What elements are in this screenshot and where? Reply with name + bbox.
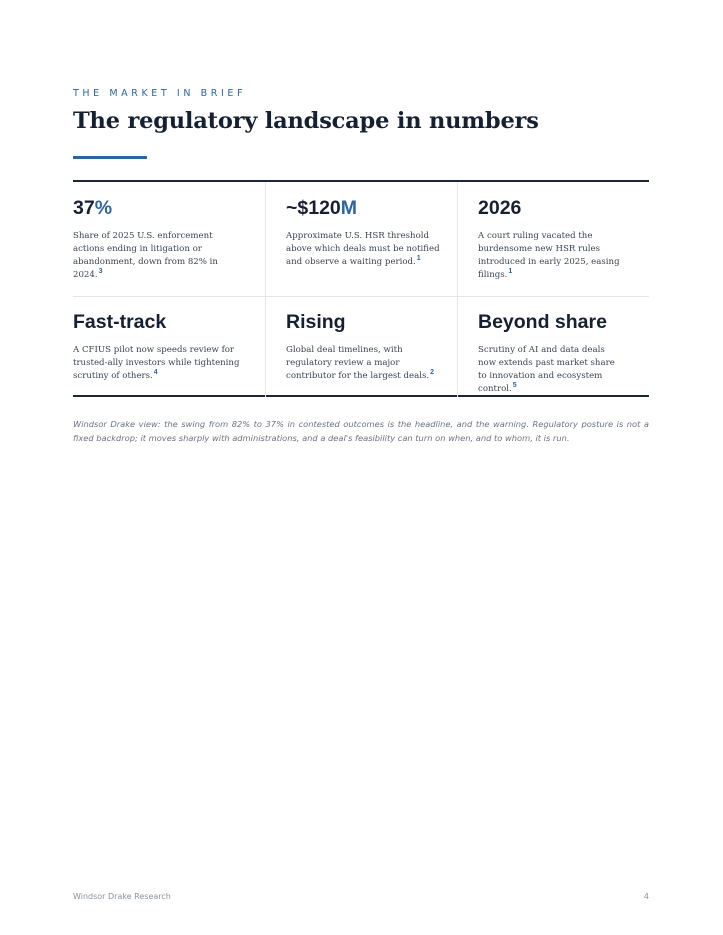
stat-description	[286, 230, 443, 269]
stat-description	[478, 344, 623, 396]
stat-description	[73, 230, 243, 282]
footnote-ref[interactable]: 2	[430, 369, 435, 376]
stat-number: 2026	[478, 197, 522, 219]
analyst-view-note: Windsor Drake view: the swing from 82% to 37% in contested outcomes is the headline, and the warning. Regulatory posture is not a fixed backdrop; it moves sharply with administrations, and a deal's feasibility can turn on when, and to whom, it is run.	[73, 419, 649, 443]
stat-card-court-ruling	[457, 182, 649, 296]
stat-description-text: A court ruling vacated the burdensome new HSR rules introduced in early 2025, easing filings.	[478, 231, 620, 280]
page-number: 4	[643, 892, 649, 901]
stat-value	[73, 196, 243, 220]
stat-description-text: Approximate U.S. HSR threshold above which deals must be notified and observe a waiting period.	[286, 231, 440, 267]
footnote-ref[interactable]: 1	[416, 255, 421, 262]
stat-description	[478, 230, 623, 282]
title-accent-rule	[73, 156, 147, 159]
stat-description-text: Global deal timelines, with regulatory review a major contributor for the largest deals.	[286, 345, 430, 381]
footnote-ref[interactable]: 1	[508, 268, 513, 275]
stat-number: Fast-track	[73, 311, 167, 333]
stat-number: ~$120	[286, 197, 341, 219]
footnote-ref[interactable]: 3	[98, 268, 103, 275]
stat-card-ai-scrutiny	[457, 296, 649, 397]
footer-publisher: Windsor Drake Research	[73, 892, 171, 901]
section-eyebrow: THE MARKET IN BRIEF	[73, 88, 247, 99]
stat-number: 37	[73, 197, 95, 219]
footnote-ref[interactable]: 4	[153, 369, 158, 376]
stat-description	[73, 344, 243, 383]
stat-unit: %	[94, 197, 113, 219]
stat-description-text: A CFIUS pilot now speeds review for trusted-ally investors while tightening scrutiny of others.	[73, 345, 240, 381]
stat-value	[286, 196, 443, 220]
stat-card-deal-timelines	[265, 296, 457, 397]
stat-unit: M	[340, 197, 358, 219]
stat-description-text: Scrutiny of AI and data deals now extends past market share to innovation and ecosystem control.	[478, 345, 615, 394]
stat-description	[286, 344, 443, 383]
page-title: The regulatory landscape in numbers	[73, 108, 539, 134]
stat-card-enforcement	[73, 182, 265, 296]
report-page	[73, 0, 649, 935]
footnote-ref[interactable]: 5	[512, 382, 517, 389]
stat-description-text: Share of 2025 U.S. enforcement actions ending in litigation or abandonment, down from 82% in 2024.	[73, 231, 218, 280]
stat-value	[478, 310, 623, 334]
stats-grid	[73, 180, 649, 397]
stat-value	[286, 310, 443, 334]
stat-card-cfius	[73, 296, 265, 397]
stat-number: Rising	[286, 311, 346, 333]
stat-card-hsr-threshold	[265, 182, 457, 296]
stat-value	[73, 310, 243, 334]
stat-number: Beyond share	[478, 311, 607, 333]
stat-value	[478, 196, 623, 220]
